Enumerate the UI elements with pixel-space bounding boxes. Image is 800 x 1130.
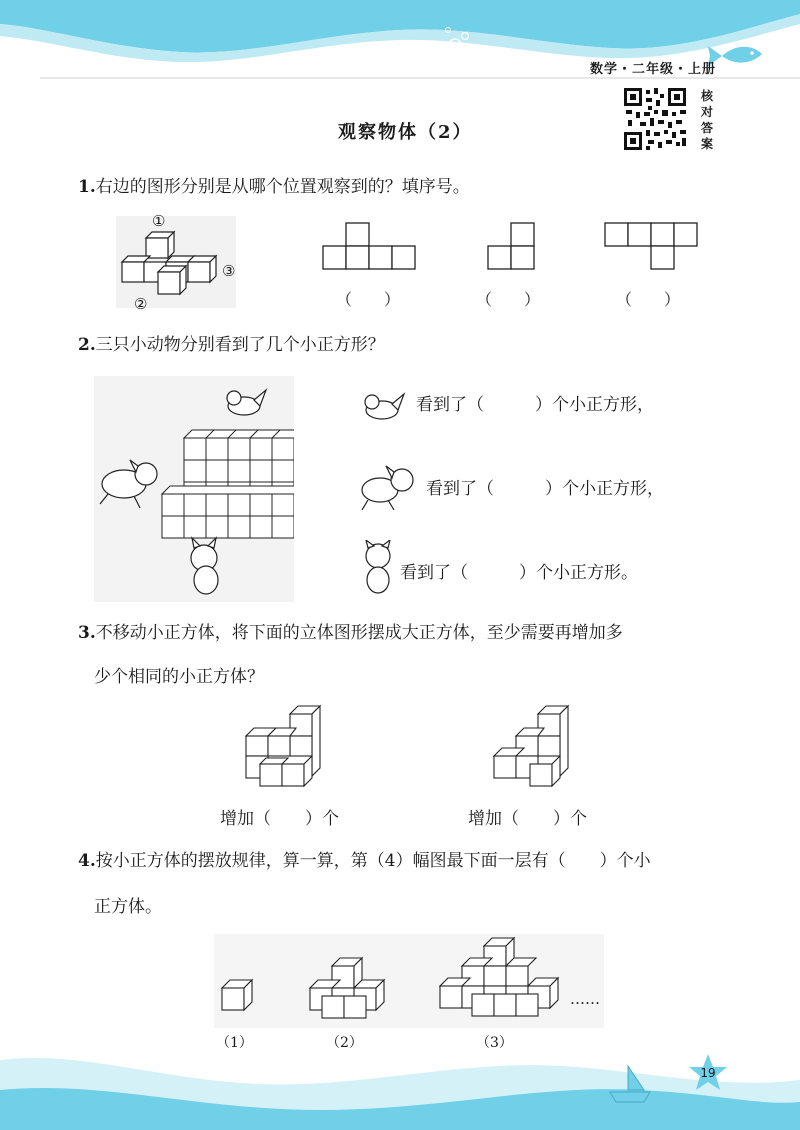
q3-answer-a[interactable]: 增加（ ）个: [220, 809, 339, 829]
q4-label-1: （1）: [216, 1035, 253, 1051]
q2-dog-line: 看到了（ ）个小正方形，: [426, 479, 664, 499]
qr-code-icon[interactable]: [622, 86, 688, 152]
q3-answer-b[interactable]: 增加（ ）个: [468, 809, 587, 829]
dog-answer-icon: [356, 458, 420, 514]
q1-blank-a[interactable]: （ ）: [336, 290, 401, 309]
q1-marker-side: ③: [222, 262, 236, 280]
subject-label: 数学・二年级・上册: [590, 62, 717, 77]
q3-figure-b: [486, 700, 578, 796]
q4-figures: [214, 934, 604, 1028]
bird-answer-icon: [358, 386, 408, 430]
fish-icon: [708, 46, 762, 66]
q2-cat-line: 看到了（ ）个小正方形。: [400, 563, 638, 583]
cat-answer-icon: [356, 540, 400, 596]
q1-marker-front: ②: [134, 295, 148, 313]
q4-label-3: （3）: [476, 1035, 513, 1051]
q1-blank-c[interactable]: （ ）: [616, 290, 681, 309]
q2-prompt: [78, 334, 385, 356]
q3-number: 3.: [78, 623, 96, 643]
cat-icon: [191, 538, 218, 594]
q1-number: 1.: [78, 177, 96, 197]
footer-wave: [0, 1040, 800, 1130]
q2-text: 三只小动物分别看到了几个小正方形？: [95, 335, 385, 355]
q3-prompt-line2: 少个相同的小正方体？: [94, 667, 264, 687]
q3-figure-a: [238, 700, 330, 796]
qr-label: 核 对 答 案: [700, 89, 713, 151]
q3-prompt-line1: [78, 622, 623, 644]
q4-text1: 按小正方体的摆放规律，算一算，第（4）幅图最下面一层有（ ）个小: [95, 851, 651, 871]
q4-number: 4.: [78, 851, 96, 871]
q4-ellipsis: ……: [570, 990, 600, 1008]
page-number: 19: [700, 1066, 716, 1080]
q1-prompt: [78, 176, 470, 198]
q2-figure: [94, 376, 294, 602]
q3-text1: 不移动小正方体，将下面的立体图形摆成大正方体，至少需要再增加多: [95, 623, 623, 643]
q1-view-a: [320, 220, 420, 272]
q2-number: 2.: [78, 335, 96, 355]
q1-view-b: [485, 220, 537, 272]
q1-marker-top: ①: [152, 212, 166, 230]
q4-prompt-line1: [78, 850, 651, 872]
q4-prompt-line2: 正方体。: [94, 897, 162, 917]
page-title: 观察物体（2）: [338, 122, 473, 143]
q4-label-2: （2）: [326, 1035, 363, 1051]
q1-text: 右边的图形分别是从哪个位置观察到的？填序号。: [95, 177, 470, 197]
q1-blank-b[interactable]: （ ）: [476, 290, 541, 309]
q2-bird-line: 看到了（ ）个小正方形，: [416, 395, 654, 415]
q1-view-c: [602, 220, 702, 272]
